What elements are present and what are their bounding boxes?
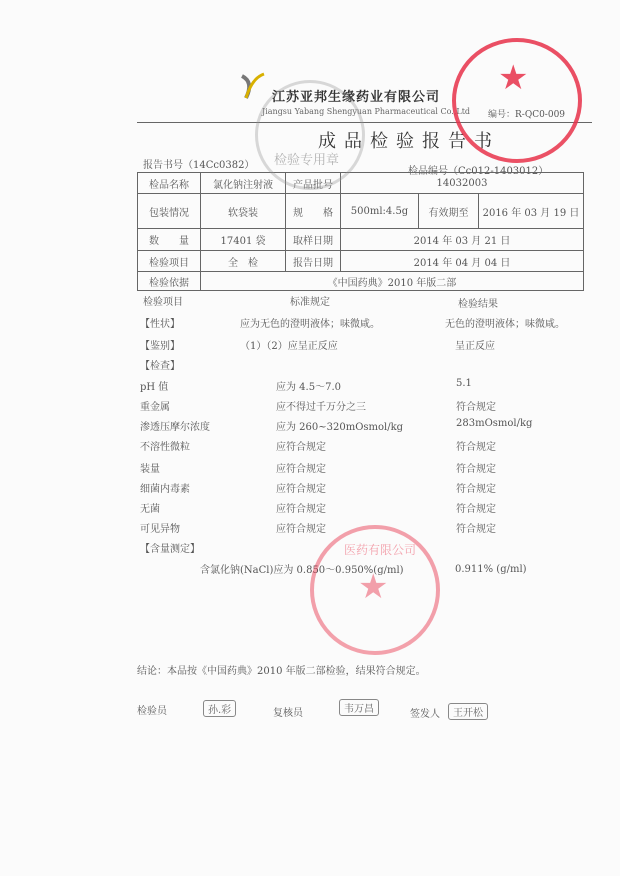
item-name: 可见异物 xyxy=(140,524,180,535)
company-seal-red-bottom xyxy=(310,525,440,655)
item-name: 【鉴别】 xyxy=(140,341,180,352)
header-standard: 标准规定 xyxy=(290,297,330,308)
cell: 检品名称 xyxy=(138,173,201,194)
reviewer-signature: 韦万昌 xyxy=(339,699,379,716)
item-name: 不溶性微粒 xyxy=(140,442,190,453)
item-name: 【性状】 xyxy=(140,319,180,330)
item-name: 【检查】 xyxy=(140,361,180,372)
cell: 取样日期 xyxy=(286,229,341,251)
cell: 软袋装 xyxy=(201,194,286,229)
company-name-en: Jiangsu Yabang Shengyuan Pharmaceutical Co.,Ltd xyxy=(262,107,471,116)
item-standard: （1）（2）应呈正反应 xyxy=(240,341,338,352)
item-result: 5.1 xyxy=(456,378,472,389)
reviewer-label: 复核员 xyxy=(273,708,303,719)
inspector-signature: 孙.彩 xyxy=(203,700,236,717)
item-name: 装量 xyxy=(140,464,160,475)
item-name: pH 值 xyxy=(140,382,169,393)
cell: 500ml:4.5g xyxy=(341,194,419,229)
inspection-seal-grey xyxy=(255,80,365,190)
sample-number: 检品编号（Cc012-1403012） xyxy=(408,166,549,177)
cell: 《中国药典》2010 年版二部 xyxy=(201,272,584,291)
assay-result: 0.911% (g/ml) xyxy=(455,564,527,575)
item-result: 符合规定 xyxy=(456,524,496,535)
cell: 2016 年 03 月 19 日 xyxy=(479,194,584,229)
item-result: 283mOsmol/kg xyxy=(456,418,533,429)
cell: 包装情况 xyxy=(138,194,201,229)
item-standard: 应符合规定 xyxy=(276,524,326,535)
assay-standard: 含氯化钠(NaCl)应为 0.850～0.950%(g/ml) xyxy=(200,565,404,576)
item-standard: 应为 260~320mOsmol/kg xyxy=(276,422,404,433)
document-code: 编号：R-QC0-009 xyxy=(488,110,566,120)
item-result: 符合规定 xyxy=(456,484,496,495)
item-standard: 应为无色的澄明液体；味微咸。 xyxy=(240,319,380,330)
company-logo xyxy=(232,68,272,104)
product-info-table xyxy=(137,172,584,291)
item-standard: 应为 4.5～7.0 xyxy=(276,382,341,393)
cell: 2014 年 03 月 21 日 xyxy=(341,229,584,251)
cell: 数 量 xyxy=(138,229,201,251)
item-result: 符合规定 xyxy=(456,504,496,515)
seal-star-icon: ★ xyxy=(358,567,389,607)
cell: 17401 袋 xyxy=(201,229,286,251)
cell: 报告日期 xyxy=(286,251,341,272)
document-title: 成品检验报告书 xyxy=(318,131,500,152)
item-standard: 应符合规定 xyxy=(276,442,326,453)
item-result: 符合规定 xyxy=(456,402,496,413)
issuer-signature: 王开松 xyxy=(448,703,488,720)
conclusion: 结论：本品按《中国药典》2010 年版二部检验，结果符合规定。 xyxy=(137,666,426,677)
cell: 检验项目 xyxy=(138,251,201,272)
company-seal-red-top xyxy=(452,38,582,163)
seal-star-icon: ★ xyxy=(498,58,529,98)
item-result: 符合规定 xyxy=(456,464,496,475)
inspection-seal-text: 检验专用章 xyxy=(274,153,340,168)
cell: 2014 年 04 月 04 日 xyxy=(341,251,584,272)
cell: 氯化钠注射液 xyxy=(201,173,286,194)
item-standard: 应不得过千万分之三 xyxy=(276,402,366,413)
item-name: 重金属 xyxy=(140,402,170,413)
item-name: 渗透压摩尔浓度 xyxy=(140,422,210,433)
item-standard: 应符合规定 xyxy=(276,504,326,515)
item-name: 无菌 xyxy=(140,504,160,515)
cell: 检验依据 xyxy=(138,272,201,291)
cell: 有效期至 xyxy=(419,194,479,229)
item-standard: 应符合规定 xyxy=(276,484,326,495)
report-number: 报告书号（14Cc0382） xyxy=(143,160,255,171)
item-name: 【含量测定】 xyxy=(140,544,200,555)
item-result: 符合规定 xyxy=(456,442,496,453)
cell: 规 格 xyxy=(286,194,341,229)
company-name-cn: 江苏亚邦生缘药业有限公司 xyxy=(272,90,441,105)
header-result: 检验结果 xyxy=(458,299,498,310)
cell: 14032003 xyxy=(341,173,584,194)
issuer-label: 签发人 xyxy=(410,709,440,720)
seal-text: 医药有限公司 xyxy=(344,543,417,557)
item-result: 无色的澄明液体；味微咸。 xyxy=(445,319,565,330)
item-standard: 应符合规定 xyxy=(276,464,326,475)
cell: 产品批号 xyxy=(286,173,341,194)
cell: 全 检 xyxy=(201,251,286,272)
item-name: 细菌内毒素 xyxy=(140,484,190,495)
header-item: 检验项目 xyxy=(143,297,183,308)
item-result: 呈正反应 xyxy=(455,341,495,352)
inspector-label: 检验员 xyxy=(137,706,167,717)
